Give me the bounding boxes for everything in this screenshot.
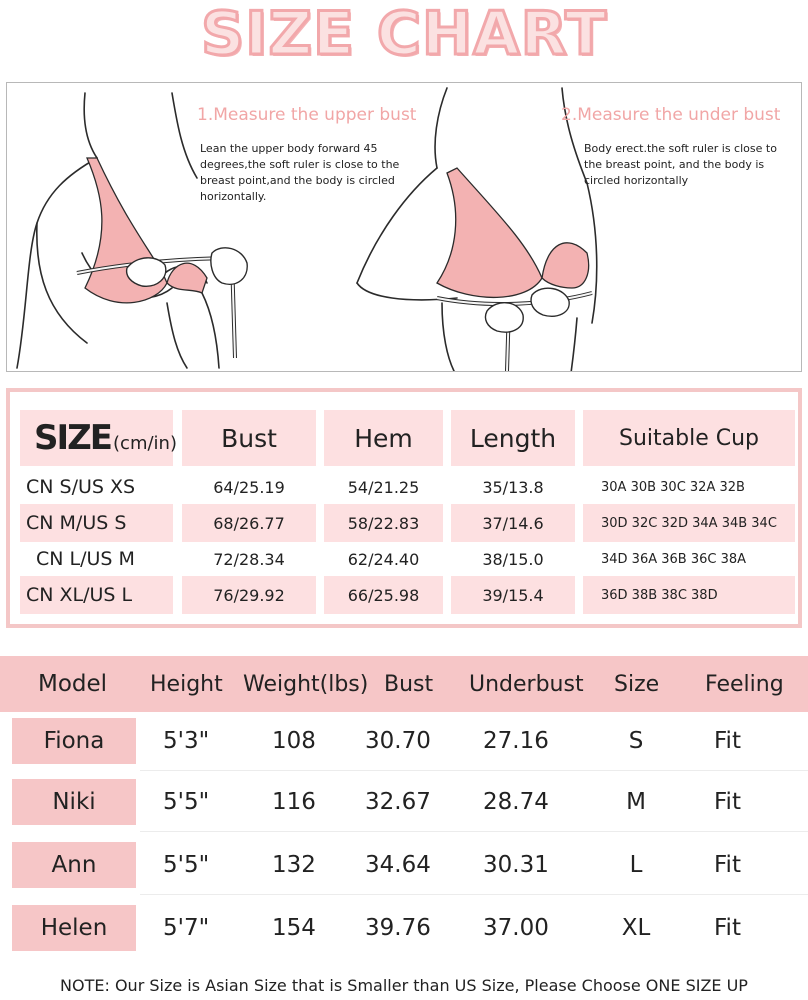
size-header-label: SIZE <box>34 418 112 458</box>
size-row-bust: 72/28.34 <box>213 549 285 569</box>
model-weight: 116 <box>272 789 316 815</box>
model-height: 5'5" <box>163 789 210 815</box>
model-feeling: Fit <box>714 789 741 815</box>
weight-column-header: Weight(lbs) <box>243 671 369 697</box>
size-row-length: 39/15.4 <box>451 576 575 614</box>
model-bust: 39.76 <box>365 915 431 941</box>
model-height: 5'5" <box>163 852 210 878</box>
model-bust: 32.67 <box>365 789 431 815</box>
row-divider <box>140 894 808 895</box>
model-column-header: Model <box>38 671 108 697</box>
size-row-cup: 30D 32C 32D 34A 34B 34C <box>583 504 795 542</box>
model-name: Ann <box>51 852 97 878</box>
model-size: L <box>629 852 643 878</box>
model-underbust: 30.31 <box>483 852 549 878</box>
size-row-hem: 58/22.83 <box>324 504 443 542</box>
model-feeling: Fit <box>714 728 741 754</box>
size-row-cup: 36D 38B 38C 38D <box>583 576 795 614</box>
row-divider <box>140 831 808 832</box>
hem-column-header: Hem <box>324 410 443 466</box>
row-divider <box>140 770 808 771</box>
underbust-column-header: Underbust <box>469 671 584 697</box>
model-height: 5'3" <box>163 728 210 754</box>
length-column-header: Length <box>451 410 575 466</box>
model-size: XL <box>621 915 651 941</box>
model-underbust: 37.00 <box>483 915 549 941</box>
bust-column-header: Bust <box>182 410 316 466</box>
size-note: NOTE: Our Size is Asian Size that is Smaller than US Size, Please Choose ONE SIZE UP <box>60 976 748 995</box>
size-column-header <box>20 410 177 466</box>
step1-description: Lean the upper body forward 45 degrees,the soft ruler is close to the breast point,and the body is circled horizontally. <box>200 142 400 203</box>
model-weight: 154 <box>272 915 316 941</box>
measure-instructions-panel <box>6 82 802 372</box>
model-size: S <box>628 728 644 754</box>
size-row-bust: 68/26.77 <box>182 504 316 542</box>
model-feeling: Fit <box>714 852 741 878</box>
size-row-label: CN XL/US L <box>20 576 173 614</box>
height-column-header: Height <box>150 671 223 697</box>
model-size: M <box>626 789 646 815</box>
model-feeling: Fit <box>714 915 741 941</box>
size-row-length: 38/15.0 <box>482 549 544 569</box>
model-height: 5'7" <box>163 915 210 941</box>
size-row-label: CN M/US S <box>20 504 173 542</box>
size-row-length: 35/13.8 <box>482 477 544 497</box>
cup-column-header: Suitable Cup <box>583 410 795 466</box>
model-weight: 108 <box>272 728 316 754</box>
size-row-hem: 54/21.25 <box>347 477 420 497</box>
size-header-unit: (cm/in) <box>113 432 177 454</box>
size-row-cup: 34D 36A 36B 36C 38A <box>601 551 747 567</box>
page-title: SIZE CHART <box>200 0 608 69</box>
size-row-hem: 62/24.40 <box>347 549 420 569</box>
size-row-bust: 64/25.19 <box>213 477 285 497</box>
model-name: Fiona <box>43 728 105 754</box>
model-bust: 34.64 <box>365 852 431 878</box>
size-table <box>6 388 802 628</box>
under-bust-illustration <box>337 83 667 372</box>
model-underbust: 28.74 <box>483 789 549 815</box>
size-row-length: 37/14.6 <box>451 504 575 542</box>
size-row-label: CN S/US XS <box>26 476 136 498</box>
model-underbust: 27.16 <box>483 728 549 754</box>
model-bust: 30.70 <box>365 728 431 754</box>
size-row-cup: 30A 30B 30C 32A 32B <box>601 479 745 495</box>
size-row-hem: 66/25.98 <box>324 576 443 614</box>
size-row-bust: 76/29.92 <box>182 576 316 614</box>
model-name: Niki <box>52 789 96 815</box>
upper-bust-illustration <box>7 83 307 372</box>
size-row-label: CN L/US M <box>36 548 135 570</box>
feeling-column-header: Feeling <box>705 671 784 697</box>
model-size-column-header: Size <box>614 671 660 697</box>
step2-title: 2.Measure the under bust <box>561 105 781 125</box>
model-weight: 132 <box>272 852 316 878</box>
step2-description: Body erect.the soft ruler is close to the breast point, and the body is circled horizontally <box>584 142 777 187</box>
model-name: Helen <box>40 915 108 941</box>
step1-title: 1.Measure the upper bust <box>197 105 417 125</box>
model-bust-column-header: Bust <box>384 671 434 697</box>
